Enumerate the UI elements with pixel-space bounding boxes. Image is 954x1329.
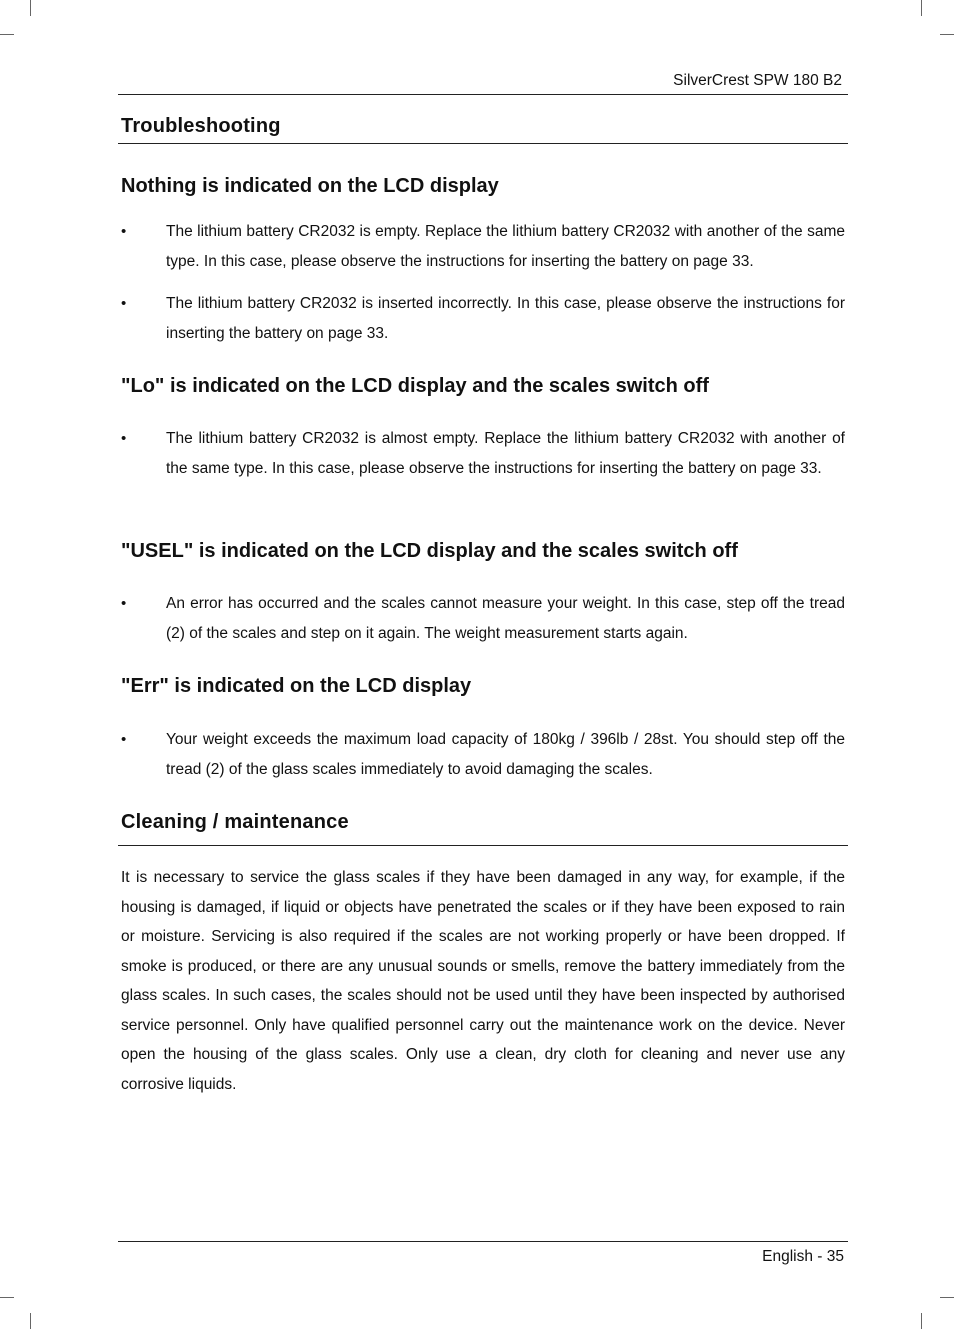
bullet-icon: • xyxy=(121,223,127,240)
bullet-icon: • xyxy=(121,731,127,748)
section-rule-cleaning xyxy=(118,845,848,846)
crop-mark-bottom-left-h xyxy=(0,1297,14,1298)
section-title-cleaning: Cleaning / maintenance xyxy=(121,811,349,833)
crop-mark-bottom-right-h xyxy=(940,1297,954,1298)
bullet-icon: • xyxy=(121,295,127,312)
list-item-text: The lithium battery CR2032 is empty. Replace the lithium battery CR2032 with another of the same type. In this case, please observe the instructions for inserting the battery on page 33. xyxy=(166,223,845,270)
crop-mark-top-left-h xyxy=(0,34,14,35)
crop-mark-top-left-v xyxy=(30,0,31,16)
subsection-title-err-indicated: "Err" is indicated on the LCD display xyxy=(121,675,472,697)
crop-mark-top-right-v xyxy=(921,0,922,16)
list-item-text: The lithium battery CR2032 is almost empty. Replace the lithium battery CR2032 with another of the same type. In this case, please observe the instructions for inserting the battery on page 33. xyxy=(166,430,845,477)
bullet-icon: • xyxy=(121,430,127,447)
list-item-text: The lithium battery CR2032 is inserted incorrectly. In this case, please observe the instructions for inserting the battery on page 33. xyxy=(166,295,845,342)
section-title-troubleshooting: Troubleshooting xyxy=(121,115,281,137)
subsection-title-usel-indicated: "USEL" is indicated on the LCD display and the scales switch off xyxy=(121,540,738,562)
crop-mark-top-right-h xyxy=(940,34,954,35)
crop-mark-bottom-right-v xyxy=(921,1313,922,1329)
list-item-text: An error has occurred and the scales cannot measure your weight. In this case, step off the tread (2) of the scales and step on it again. The weight measurement starts again. xyxy=(166,595,845,642)
list-item-text: Your weight exceeds the maximum load capacity of 180kg / 396lb / 28st. You should step off the tread (2) of the glass scales immediately to avoid damaging the scales. xyxy=(166,731,845,778)
subsection-title-nothing-indicated: Nothing is indicated on the LCD display xyxy=(121,175,499,197)
cleaning-paragraph: It is necessary to service the glass scales if they have been damaged in any way, for example, if the housing is damaged, if liquid or objects have penetrated the scales or if they have been exposed to rain or moisture. Servicing is also required if the scales are not working properly or have been dropped. If smoke is produced, or there are any unusual sounds or smells, remove the battery immediately from the glass scales. In such cases, the scales should not be used until they have been inspected by authorised service personnel. Only have qualified personnel carry out the maintenance work on the device. Never open the housing of the glass scales. Only use a clean, dry cloth for cleaning and never use any corrosive liquids. xyxy=(121,869,845,1093)
footer-rule xyxy=(118,1241,848,1242)
page-number: English - 35 xyxy=(762,1248,844,1265)
running-header: SilverCrest SPW 180 B2 xyxy=(673,72,842,89)
header-rule xyxy=(118,94,848,95)
subsection-title-lo-indicated: "Lo" is indicated on the LCD display and the scales switch off xyxy=(121,375,709,397)
crop-mark-bottom-left-v xyxy=(30,1313,31,1329)
bullet-icon: • xyxy=(121,595,127,612)
section-rule-troubleshooting xyxy=(118,143,848,144)
